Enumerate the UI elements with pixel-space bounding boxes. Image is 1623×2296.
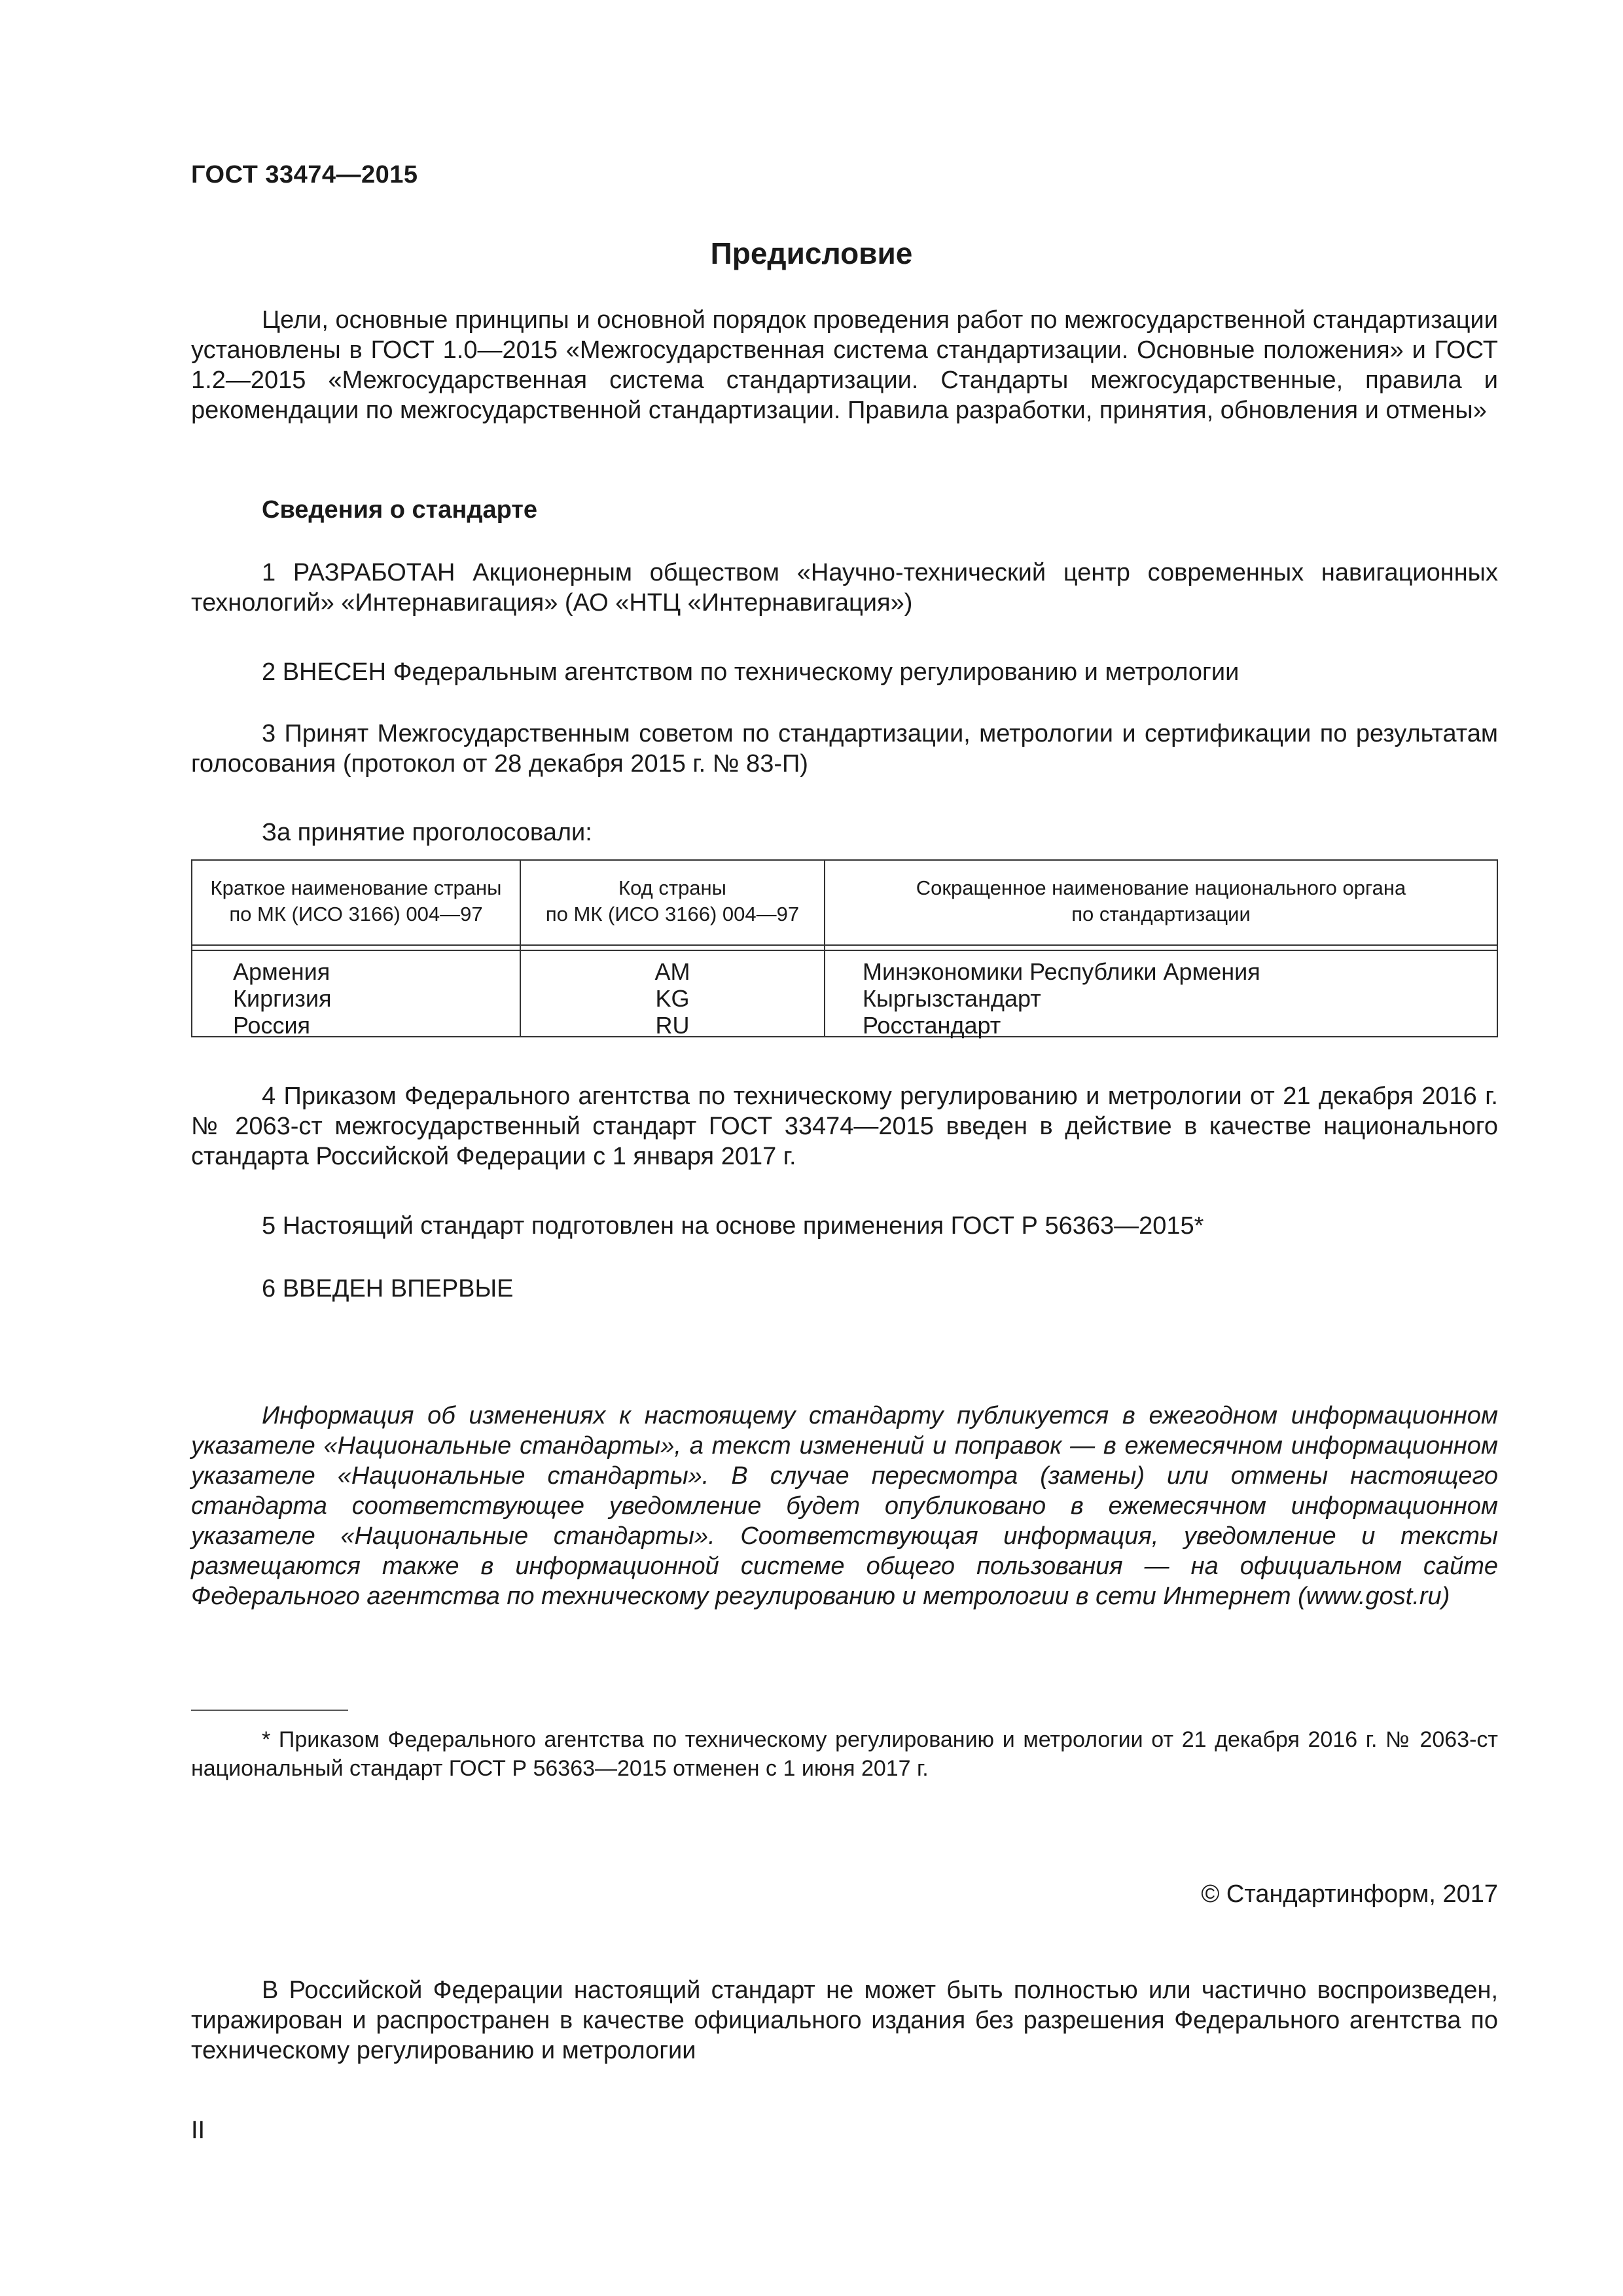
standard-code: ГОСТ 33474—2015 <box>191 161 418 188</box>
table-cell-country: Армения <box>233 958 330 985</box>
item-3-adopted: 3 Принят Межгосударственным советом по стандартизации, метрологии и сертификации по результатам голосования (протокол от 28 декабря 2015 г. № 83-П) <box>191 720 1498 778</box>
info-heading: Сведения о стандарте <box>262 496 538 524</box>
header-line: Сокращенное наименование национального органа <box>916 876 1406 899</box>
item-2-introduced: 2 ВНЕСЕН Федеральным агентством по техническому регулированию и метрологии <box>262 658 1240 686</box>
header-line: по МК (ИСО 3166) 004—97 <box>229 903 483 925</box>
table-header-body <box>825 875 1497 927</box>
table-cell-code: AM <box>654 958 690 985</box>
table-divider <box>192 944 1497 946</box>
table-header-country <box>192 875 520 927</box>
table-cell-body: Росстандарт <box>863 1012 1001 1039</box>
table-cell-country: Киргизия <box>233 985 332 1012</box>
voted-label: За принятие проголосовали: <box>262 819 592 846</box>
footnote-divider <box>191 1710 348 1711</box>
footnote: * Приказом Федерального агентства по техническому регулированию и метрологии от 21 декабря 2016 г. № 2063-ст национальный стандарт ГОСТ Р 56363—2015 отменен с 1 июня 2017 г. <box>191 1727 1498 1781</box>
intro-paragraph: Цели, основные принципы и основной порядок проведения работ по межгосударственной стандартизации установлены в ГОСТ 1.0—2015 «Межгосударственная система стандартизации. Основные положения» и ГОСТ 1.2—2015 «Межгосударственная система стандартизации. Стандарты межгосударственные, правила и рекомендации по межгосударственной стандартизации. Правила разработки, принятия, обновления и отмены» <box>191 306 1498 424</box>
voting-table <box>191 859 1498 1037</box>
table-divider <box>192 950 1497 951</box>
item-4-order: 4 Приказом Федерального агентства по техническому регулированию и метрологии от 21 декабря 2016 г. № 2063-ст межгосударственный стандарт ГОСТ 33474—2015 введен в действие в качестве национального стандарта Российской Федерации с 1 января 2017 г. <box>191 1083 1498 1170</box>
item-1-developed: 1 РАЗРАБОТАН Акционерным обществом «Научно-технический центр современных навигационных технологий» «Интернавигация» (АО «НТЦ «Интернавигация») <box>191 559 1498 617</box>
copyright: © Стандартинформ, 2017 <box>1201 1880 1498 1908</box>
table-cell-code: RU <box>655 1012 690 1039</box>
page-title: Предисловие <box>710 236 913 270</box>
changes-info-paragraph: Информация об изменениях к настоящему стандарту публикуется в ежегодном информационном указателе «Национальные стандарты», а текст изменений и поправок — в ежемесячном информационном указателе «Национальные стандарты». В случае пересмотра (замены) или отмены настоящего стандарта соответствующее уведомление будет опубликовано в ежемесячном информационном указателе «Национальные стандарты». Соответствующая информация, уведомление и тексты размещаются также в информационной системе общего пользования — на официальном сайте Федерального агентства по техническому регулированию и метрологии в сети Интернет (www.gost.ru) <box>191 1402 1498 1610</box>
table-cell-country: Россия <box>233 1012 311 1039</box>
header-line: Краткое наименование страны <box>210 876 502 899</box>
header-line: Код страны <box>618 876 726 899</box>
table-cell-body: Минэкономики Республики Армения <box>863 958 1260 985</box>
header-line: по МК (ИСО 3166) 004—97 <box>545 903 800 925</box>
table-cell-code: KG <box>655 985 690 1012</box>
rights-paragraph: В Российской Федерации настоящий стандарт не может быть полностью или частично воспроизведен, тиражирован и распространен в качестве официального издания без разрешения Федерального агентства по техническому регулированию и метрологии <box>191 1977 1498 2064</box>
header-line: по стандартизации <box>1071 903 1251 925</box>
page-number: II <box>191 2117 205 2144</box>
item-5-basis: 5 Настоящий стандарт подготовлен на основе применения ГОСТ Р 56363—2015* <box>262 1212 1204 1240</box>
item-6-first-introduced: 6 ВВЕДЕН ВПЕРВЫЕ <box>262 1275 514 1302</box>
table-cell-body: Кыргызстандарт <box>863 985 1041 1012</box>
table-header-code <box>521 875 824 927</box>
